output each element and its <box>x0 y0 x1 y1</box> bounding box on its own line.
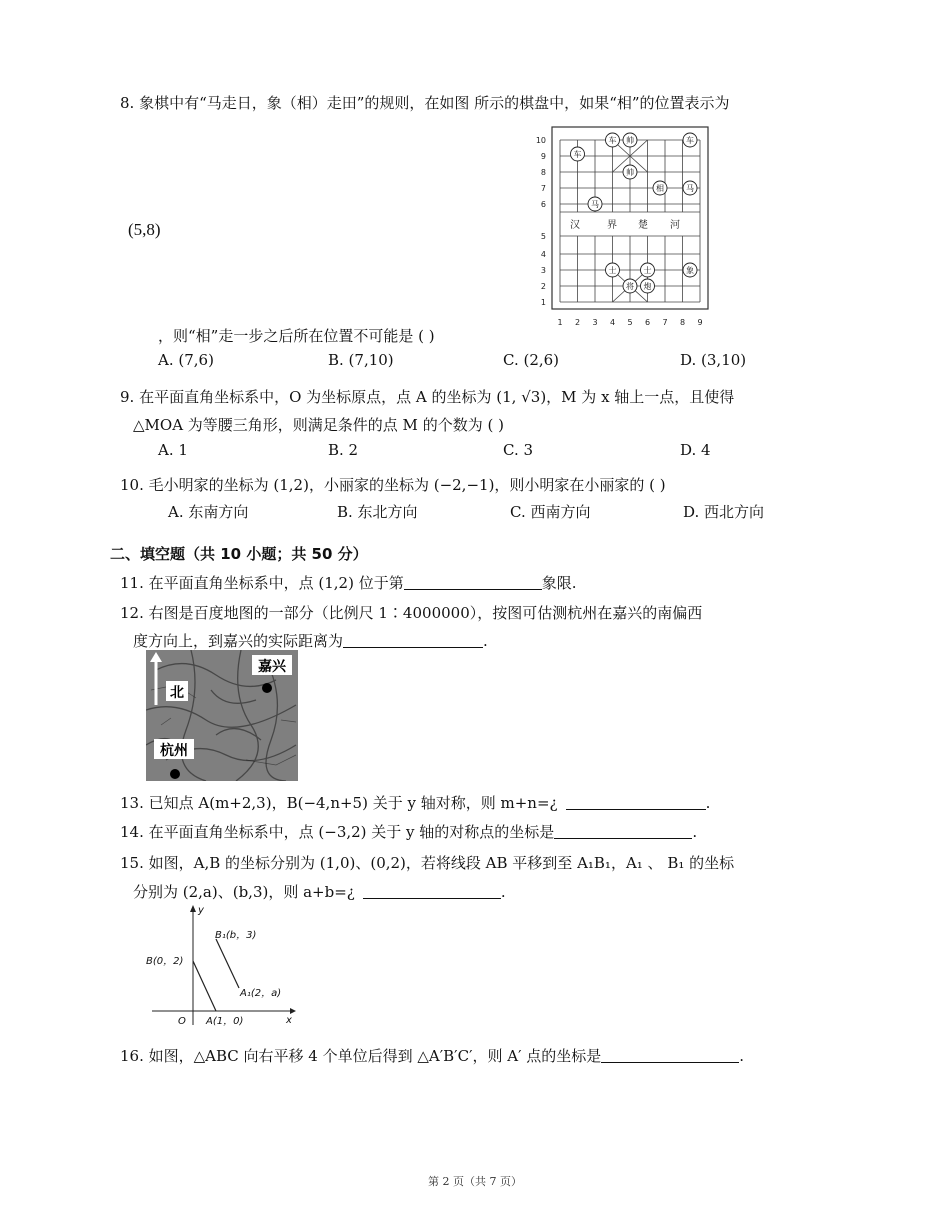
q14-end: . <box>692 823 698 841</box>
river-text: 楚 <box>638 220 648 231</box>
chess-piece: 炮 <box>643 282 652 291</box>
q15-end: . <box>500 883 506 901</box>
board-x-label: 5 <box>627 318 633 327</box>
graph-point-label: B₁(b，3) <box>215 930 257 941</box>
board-y-label: 9 <box>540 152 546 161</box>
q13-stem: 13. 已知点 A(m+2,3)，B(−4,n+5) 关于 y 轴对称，则 m+n=¿ <box>120 794 558 812</box>
q12-end: . <box>483 632 488 650</box>
q13-end: . <box>705 794 711 812</box>
chess-piece: 车 <box>573 150 582 159</box>
chess-piece: 车 <box>608 136 617 145</box>
river-text: 汉 <box>570 220 580 231</box>
board-y-label: 1 <box>540 298 546 307</box>
q8-option-c: C. (2,6) <box>503 351 560 369</box>
map-city-label: 嘉兴 <box>258 659 286 675</box>
q8-stem: 8. 象棋中有“马走日，象（相）走田”的规则，在如图 所示的棋盘中，如果“相”的位置表示为 <box>120 94 730 112</box>
board-y-label: 2 <box>540 282 546 291</box>
board-y-label: 8 <box>540 168 546 177</box>
q15-answer-blank[interactable] <box>363 884 501 899</box>
q16-stem: 16. 如图，△ABC 向右平移 4 个单位后得到 △A′B′C′，则 A′ 点的坐标是 <box>120 1047 602 1065</box>
q10-option-d: D. 西北方向 <box>683 503 765 521</box>
board-y-label: 4 <box>540 250 546 259</box>
q15-stem: 15. 如图，A,B 的坐标分别为 (1,0)、(0,2)，若将线段 AB 平移到至 A₁B₁，A₁ 、 B₁ 的坐标 <box>120 854 735 872</box>
chess-piece: 马 <box>591 200 599 209</box>
q8-coordinate: (5,8) <box>128 220 161 239</box>
chess-piece: 象 <box>686 266 694 275</box>
chess-piece: 士 <box>608 266 617 275</box>
graph-origin-label: O <box>178 1016 186 1027</box>
map-city-label: 杭州 <box>160 743 188 759</box>
q10-option-b: B. 东北方向 <box>337 503 418 521</box>
q16-end: . <box>739 1047 745 1065</box>
map-north-label: 北 <box>170 685 184 701</box>
q11-stem-end: 象限. <box>541 574 577 592</box>
board-y-label: 10 <box>535 136 546 145</box>
q9-option-d: D. 4 <box>680 441 711 459</box>
page-footer: 第 2 页（共 7 页） <box>428 1175 522 1188</box>
q11-stem: 11. 在平面直角坐标系中，点 (1,2) 位于第 <box>120 574 404 592</box>
q12-stem: 12. 右图是百度地图的一部分（比例尺 1∶4000000），按图可估测杭州在嘉兴的南偏西 <box>120 604 703 622</box>
q11 <box>120 572 577 593</box>
q10-option-c: C. 西南方向 <box>510 503 591 521</box>
q8-option-a: A. (7,6) <box>158 351 214 369</box>
q8-option-d: D. (3,10) <box>680 351 747 369</box>
river-text: 河 <box>670 220 680 231</box>
chess-piece: 帅 <box>626 168 634 177</box>
chess-board-figure <box>530 125 712 330</box>
board-x-label: 8 <box>679 318 686 327</box>
graph-point-label: A₁(2，a) <box>240 988 282 999</box>
q11-answer-blank[interactable] <box>404 575 542 590</box>
section-title: 二、填空题（共 10 小题；共 50 分） <box>110 545 368 563</box>
q13-answer-blank[interactable] <box>566 795 706 810</box>
q10-stem: 10. 毛小明家的坐标为 (1,2)，小丽家的坐标为 (−2,−1)，则小明家在小丽家的 ( ) <box>120 476 666 494</box>
board-x-label: 2 <box>574 318 581 327</box>
graph-point-label: B(0，2) <box>146 956 184 967</box>
chess-piece: 相 <box>656 184 664 193</box>
q12-stem-cont: 度方向上，到嘉兴的实际距离为 <box>133 632 344 650</box>
chess-piece: 将 <box>626 282 634 291</box>
board-x-label: 3 <box>592 318 598 327</box>
coordinate-graph-figure <box>140 900 300 1030</box>
q10-option-a: A. 东南方向 <box>168 503 249 521</box>
q13 <box>120 792 710 813</box>
board-x-label: 4 <box>609 318 616 327</box>
q15-line2 <box>133 881 506 902</box>
board-y-label: 5 <box>540 232 546 241</box>
q14-answer-blank[interactable] <box>554 824 692 839</box>
q14 <box>120 821 697 842</box>
q15-stem-cont: 分别为 (2,a)、(b,3)，则 a+b=¿ <box>133 883 355 901</box>
q9-stem: 9. 在平面直角坐标系中，O 为坐标原点，点 A 的坐标为 (1, √3)，M 为 x 轴上一点，且使得 <box>120 388 735 406</box>
q9-option-c: C. 3 <box>503 441 534 459</box>
q9-option-b: B. 2 <box>328 441 359 459</box>
q8-stem-cont: ，则“相”走一步之后所在位置不可能是 ( ) <box>158 327 435 345</box>
q8-option-b: B. (7,10) <box>328 351 394 369</box>
board-y-label: 6 <box>540 200 546 209</box>
board-y-label: 3 <box>540 266 546 275</box>
chess-piece: 帅 <box>626 136 634 145</box>
q16 <box>120 1045 744 1066</box>
graph-point-label: A(1，0) <box>206 1016 244 1027</box>
chess-piece: 马 <box>686 184 694 193</box>
chess-piece: 车 <box>686 136 694 145</box>
board-x-label: 1 <box>557 318 563 327</box>
q16-answer-blank[interactable] <box>601 1048 739 1063</box>
board-x-label: 9 <box>697 318 703 327</box>
baidu-map-figure <box>146 650 298 781</box>
q12-answer-blank[interactable] <box>343 633 483 648</box>
board-x-label: 6 <box>644 318 651 327</box>
board-x-label: 7 <box>662 318 668 327</box>
graph-x-axis-label: x <box>286 1015 292 1026</box>
q12-line2 <box>133 630 488 651</box>
river-text: 界 <box>607 220 617 231</box>
q9-stem-cont: △MOA 为等腰三角形，则满足条件的点 M 的个数为 ( ) <box>133 416 504 434</box>
board-y-label: 7 <box>540 184 546 193</box>
graph-y-axis-label: y <box>198 905 204 916</box>
q9-option-a: A. 1 <box>158 441 188 459</box>
chess-piece: 士 <box>643 266 652 275</box>
q14-stem: 14. 在平面直角坐标系中，点 (−3,2) 关于 y 轴的对称点的坐标是 <box>120 823 555 841</box>
